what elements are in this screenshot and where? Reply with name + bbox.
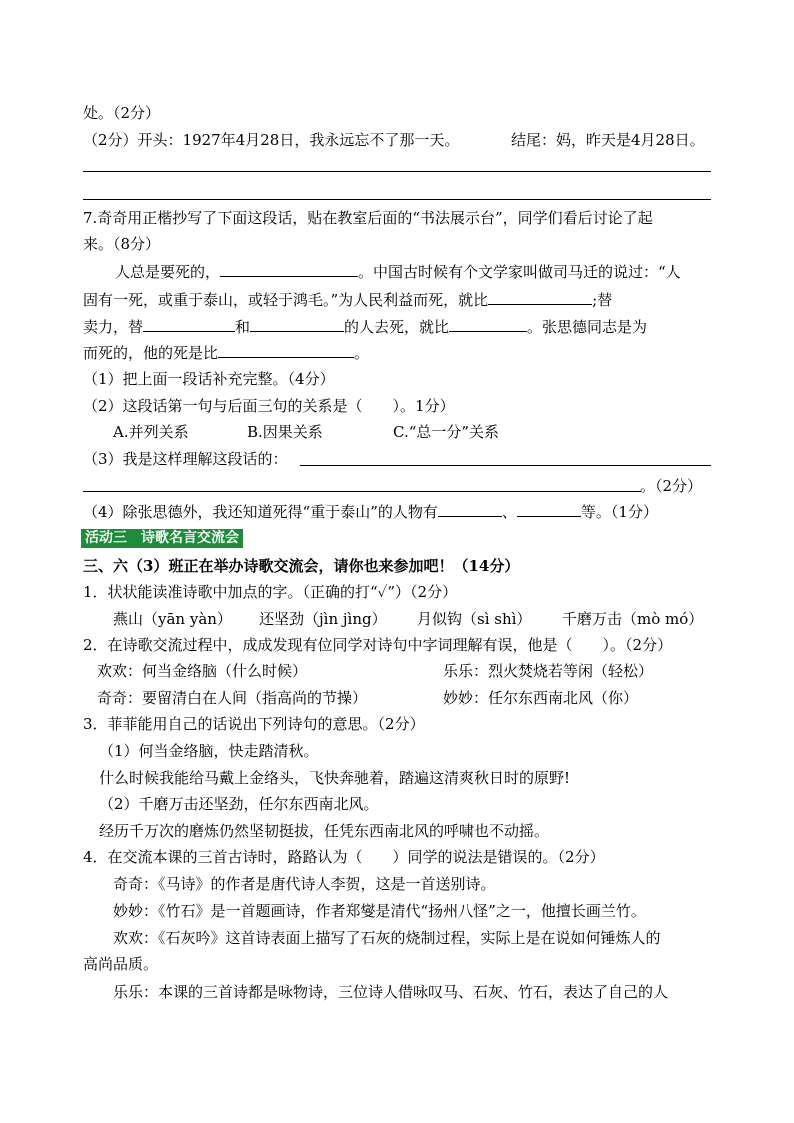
q7-option-c[interactable]: C.“总一分”关系: [393, 423, 500, 441]
p4-option-b[interactable]: 妙妙：《竹石》是一首题画诗，作者郑燮是清代“扬州八怪”之一，他擅长画兰竹。: [113, 902, 646, 920]
p2-option-b[interactable]: 乐乐：烈火焚烧若等闲（轻松）: [443, 662, 654, 680]
q7-sub-3: （3）我是这样理解这段话的：: [83, 450, 288, 468]
q7-option-a[interactable]: A.并列关系: [113, 423, 189, 441]
q7-passage-line-2: [83, 290, 612, 310]
passage-text: 。张思德同志是为: [527, 318, 648, 336]
p2-option-d[interactable]: 妙妙：任尔东西南北风（你）: [443, 689, 639, 707]
p3-line-4: 经历千万次的磨炼仍然坚韧挺拔，任凭东西南北风的呼啸也不动摇。: [99, 822, 550, 840]
p1-item-4[interactable]: 千磨万击（mò mó）: [562, 610, 704, 628]
p1-item-3[interactable]: 月似钩（sì shì）: [417, 610, 532, 628]
fill-blank[interactable]: [218, 343, 354, 358]
q7-passage-line-4: [83, 343, 369, 363]
passage-text: 卖力，替: [83, 318, 144, 336]
answer-line-1[interactable]: [83, 171, 711, 172]
passage-text: 的人去死，就比: [344, 318, 450, 336]
p1-item-1[interactable]: 燕山（yān yàn）: [113, 610, 232, 628]
fill-blank[interactable]: [300, 451, 711, 466]
p1-title: 1．状状能读准诗歌中加点的字。（正确的打“✓”）（2分）: [83, 583, 458, 601]
activity-badge: 活动三 诗歌名言交流会: [81, 529, 243, 548]
p4-option-c[interactable]: 欢欢：《石灰吟》这首诗表面上描写了石灰的烧制过程，实际上是在说如何锤炼人的: [113, 929, 661, 947]
fill-blank[interactable]: [220, 262, 358, 277]
passage-text: ;替: [592, 291, 613, 309]
p3-title: 3．菲菲能用自己的话说出下列诗句的意思。（2分）: [83, 715, 425, 733]
fill-blank[interactable]: [83, 477, 641, 492]
q6-item2: （2分）开头：1927年4月28日，我永远忘不了那一天。: [83, 131, 460, 149]
section-heading: 三、六（3）班正在举办诗歌交流会，请你也来参加吧！（14分）: [83, 557, 520, 575]
q7-sub-3-score: 。（2分）: [640, 477, 703, 495]
p1-item-2[interactable]: 还坚劲（jìn jìng）: [259, 610, 387, 628]
p2-option-c[interactable]: 奇奇：要留清白在人间（指高尚的节操）: [97, 689, 368, 707]
passage-text: 固有一死，或重于泰山，或轻于鸿毛。”为人民利益而死，就比: [83, 291, 489, 309]
q6-tail: 处。（2分）: [83, 104, 161, 122]
passage-text: 和: [235, 318, 251, 336]
p4-option-c-cont: 高尚品质。: [83, 955, 159, 973]
p3-line-1: （1）何当金络脑，快走踏清秋。: [99, 742, 319, 760]
fill-blank[interactable]: [488, 290, 592, 305]
q7-sub-4-sep: 、: [501, 503, 517, 521]
q7-title-b: 来。（8分）: [83, 235, 161, 253]
q7-sub-1: （1）把上面一段话补充完整。（4分）: [83, 370, 335, 388]
answer-line-2[interactable]: [83, 199, 711, 200]
q6-item2-end: 结尾：妈，昨天是4月28日。: [511, 131, 705, 149]
fill-blank[interactable]: [143, 317, 235, 332]
q7-sub-4-end: 等。（1分）: [580, 503, 658, 521]
p2-option-a[interactable]: 欢欢：何当金络脑（什么时候）: [97, 662, 308, 680]
passage-text: 。: [354, 344, 370, 362]
p3-line-2: 什么时候我能给马戴上金络头，飞快奔驰着，踏遍这清爽秋日时的原野!: [99, 769, 571, 787]
p4-option-a[interactable]: 奇奇：《马诗》的作者是唐代诗人李贺，这是一首送别诗。: [113, 875, 496, 893]
p3-line-3: （2）千磨万击还坚劲，任尔东西南北风。: [99, 795, 379, 813]
q7-option-b[interactable]: B.因果关系: [247, 423, 323, 441]
q7-sub-4: [83, 502, 658, 522]
passage-text: 人总是要死的，: [115, 263, 221, 281]
q7-sub-2: （2）这段话第一句与后面三句的关系是（ ）。1分）: [83, 397, 455, 415]
p4-title: 4．在交流本课的三首古诗时，路路认为（ ）同学的说法是错误的。（2分）: [83, 848, 605, 866]
q7-passage-line-3: [83, 317, 647, 337]
fill-blank[interactable]: [517, 502, 581, 517]
fill-blank[interactable]: [449, 317, 527, 332]
passage-text: 。中国古时候有个文学家叫做司马迁的说过：“人: [358, 263, 681, 281]
p4-option-d[interactable]: 乐乐：本课的三首诗都是咏物诗，三位诗人借咏叹马、石灰、竹石，表达了自己的人: [113, 983, 669, 1001]
q7-title-a: 7.奇奇用正楷抄写了下面这段话，贴在教室后面的“书法展示台”，同学们看后讨论了起: [83, 209, 653, 227]
fill-blank[interactable]: [438, 502, 502, 517]
p2-title: 2．在诗歌交流过程中，成成发现有位同学对诗句中字词理解有误，他是（ ）。（2分）: [83, 636, 673, 654]
fill-blank[interactable]: [250, 317, 344, 332]
q7-passage-line-1: [115, 262, 681, 282]
q7-sub-4-text: （4）除张思德外，我还知道死得“重于泰山”的人物有: [83, 503, 438, 521]
passage-text: 而死的，他的死是比: [83, 344, 219, 362]
